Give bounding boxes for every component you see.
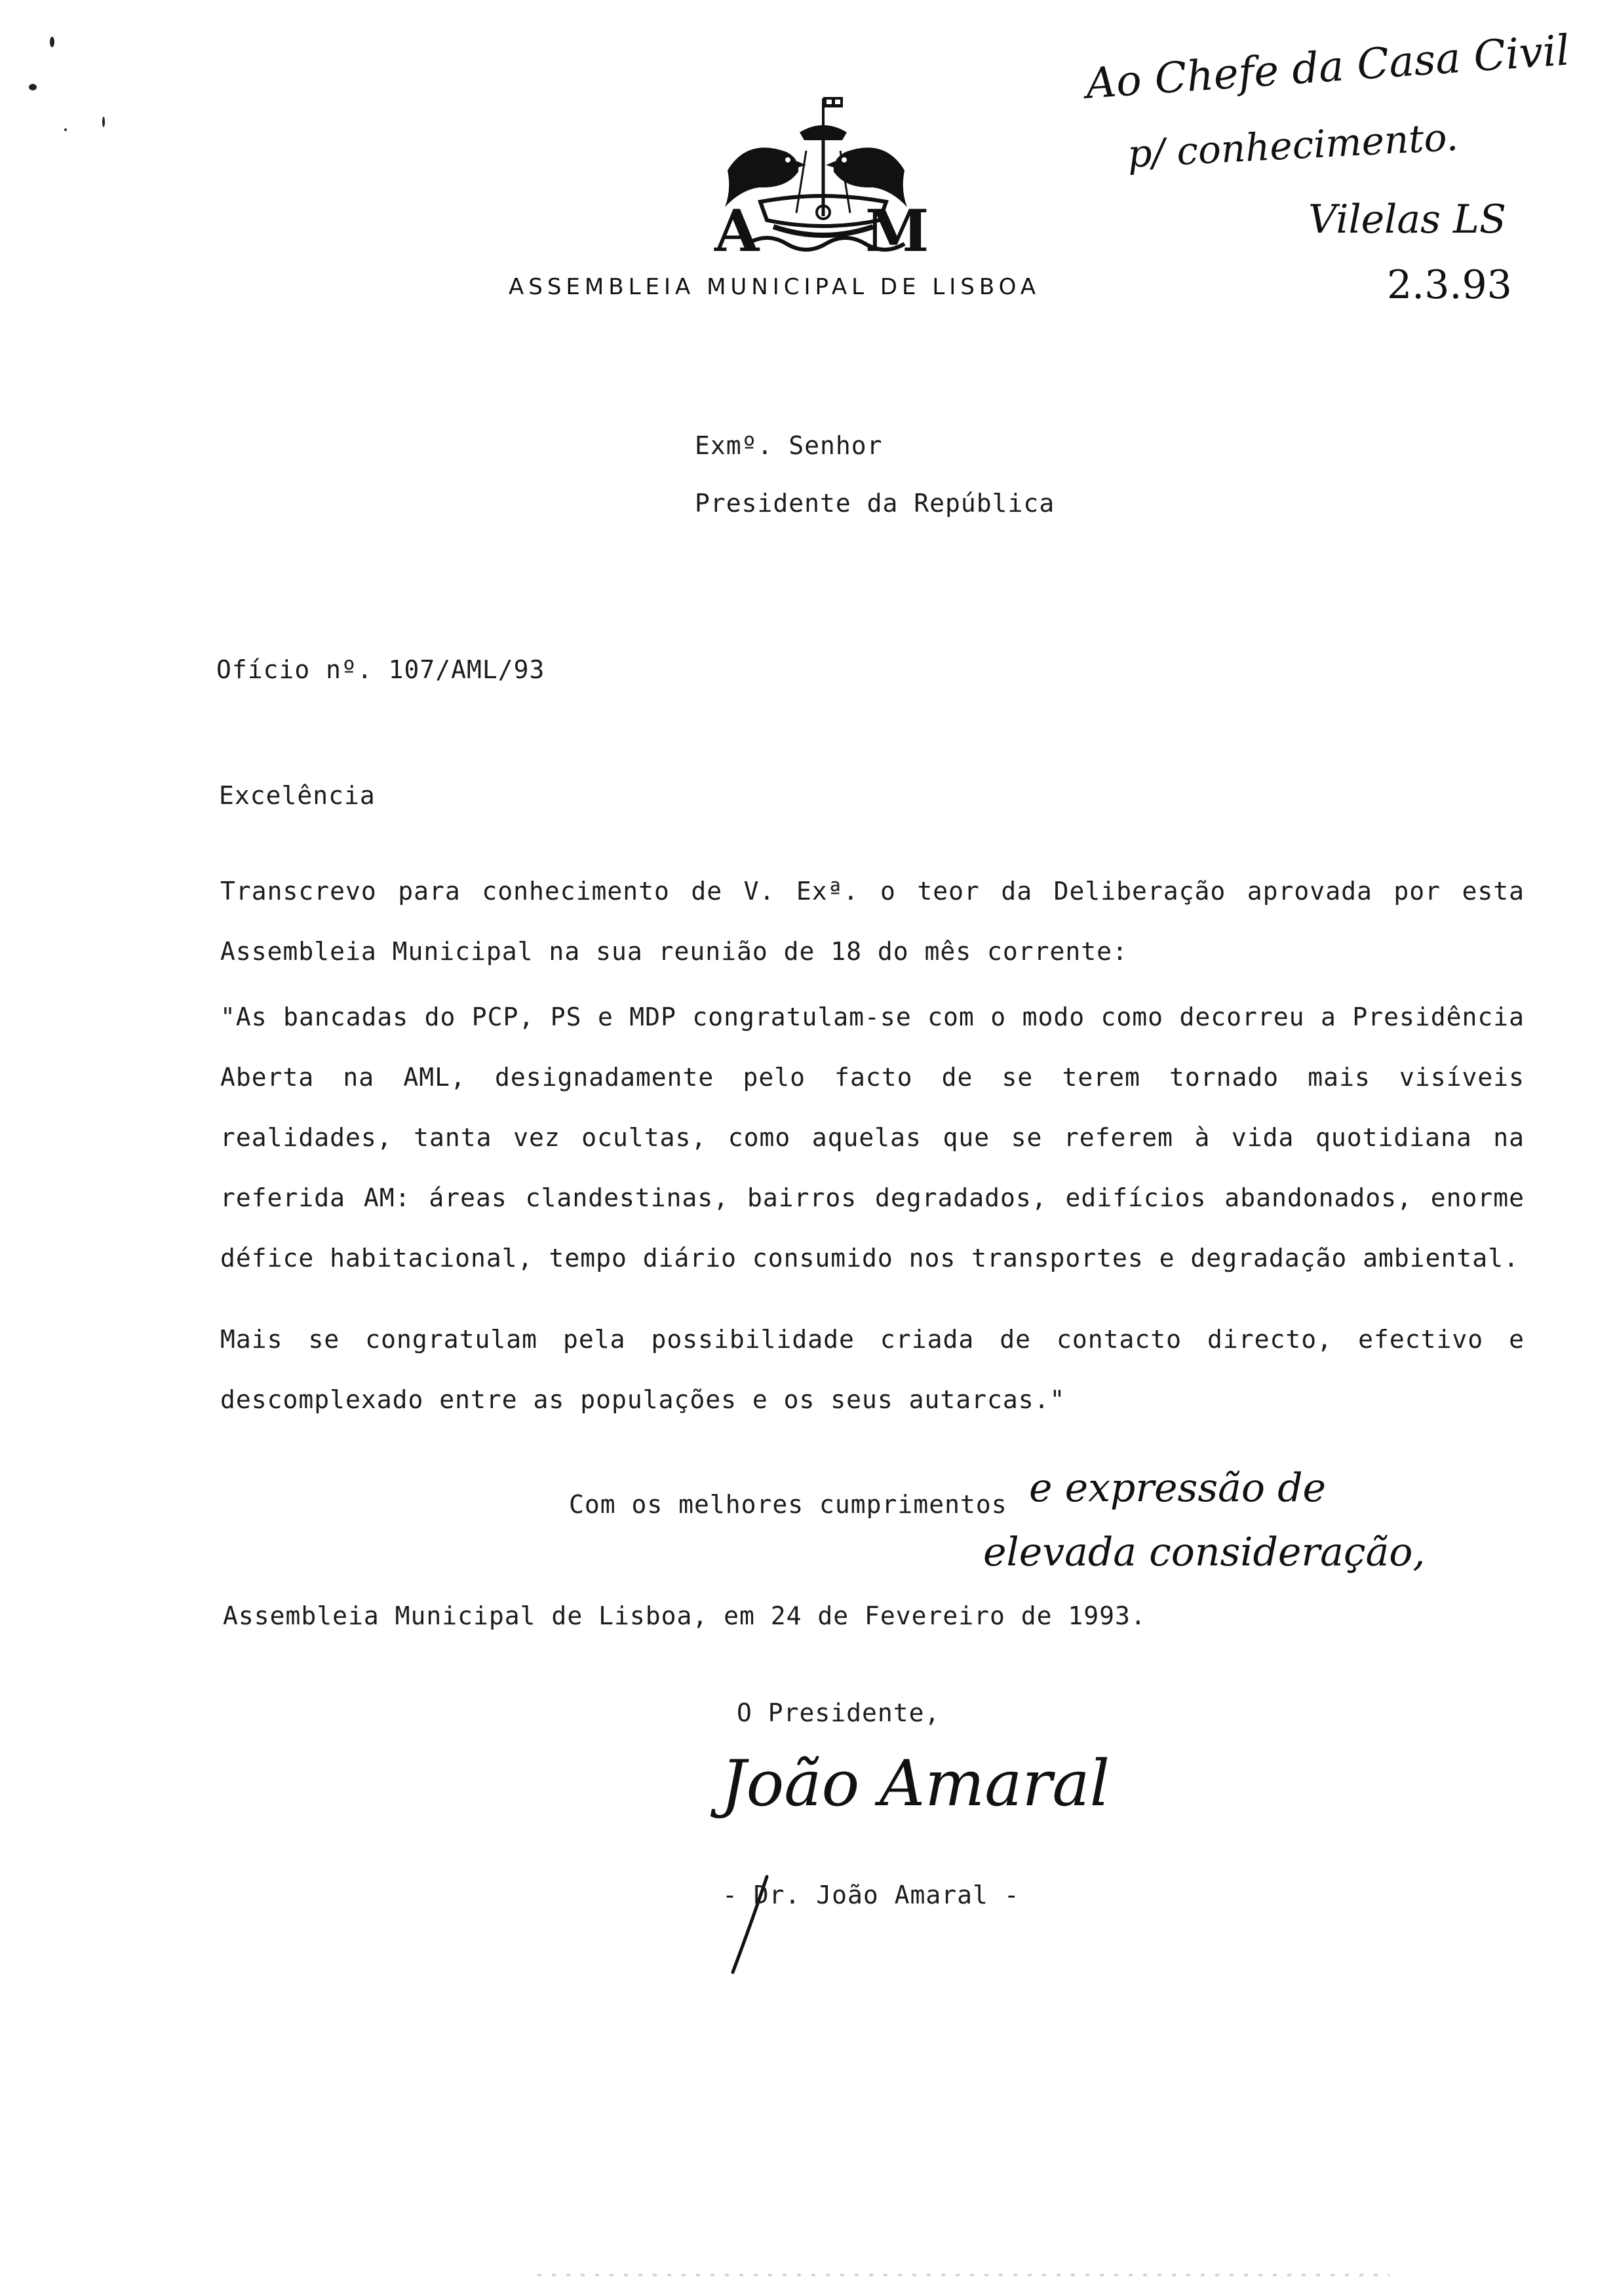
closing-handwritten-2: elevada consideração, (983, 1529, 1426, 1575)
place-date: Assembleia Municipal de Lisboa, em 24 de Fevereiro de 1993. (223, 1601, 1146, 1630)
emblem-letter-a: A (714, 197, 760, 265)
body-intro: Transcrevo para conhecimento de V. Exª. o teor da Deliberação aprovada por esta Assembleia Municipal na sua reunião de 18 do mês corrente: (220, 877, 1525, 966)
body-quote-paragraph-2: Mais se congratulam pela possibilidade criada de contacto directo, efectivo e descomplexado entre as populações e os seus autarcas." (220, 1325, 1525, 1414)
letter-greeting: Excelência (219, 781, 376, 810)
letter-reference: Ofício nº. 107/AML/93 (216, 655, 545, 684)
scan-speck (29, 84, 37, 90)
annotation-line-1: Ao Chefe da Casa Civil (1084, 26, 1572, 109)
closing-typed: Com os melhores cumprimentos (569, 1490, 1007, 1519)
scan-speck (102, 117, 105, 127)
recipient-salutation: Exmº. Senhor (695, 431, 883, 460)
body-quote-paragraph-1: "As bancadas do PCP, PS e MDP congratulam-se com o modo como decorreu a Presidência Aberta na AML, designadamente pelo facto de se terem tornado mais visíveis realidades, tanta vez ocultas, como aquelas que se referem à vida quotidiana na referida AM: áreas clandestinas, bairros degradados, edifícios abandonados, enorme défice habitacional, tempo diário consumido nos transportes e degradação ambiental. (220, 1003, 1525, 1272)
letterhead-org-name: ASSEMBLEIA MUNICIPAL DE LISBOA (509, 274, 1041, 300)
annotation-signature: Vilelas LS (1308, 197, 1506, 242)
signatory-role: O Presidente, (737, 1698, 941, 1727)
scan-noise-strip (537, 2274, 1390, 2276)
closing-handwritten-1: e expressão de (1029, 1465, 1326, 1511)
signatory-name: - Dr. João Amaral - (722, 1881, 1020, 1909)
emblem-letter-m: M (865, 197, 929, 265)
scan-speck (64, 128, 67, 131)
scan-speck (50, 37, 54, 47)
annotation-line-2: p/ conhecimento. (1126, 114, 1460, 177)
recipient-title: Presidente da República (695, 489, 1055, 518)
annotation-date: 2.3.93 (1387, 262, 1512, 308)
signatory-signature: João Amaral (721, 1747, 1110, 1820)
letterhead-emblem (708, 92, 929, 265)
